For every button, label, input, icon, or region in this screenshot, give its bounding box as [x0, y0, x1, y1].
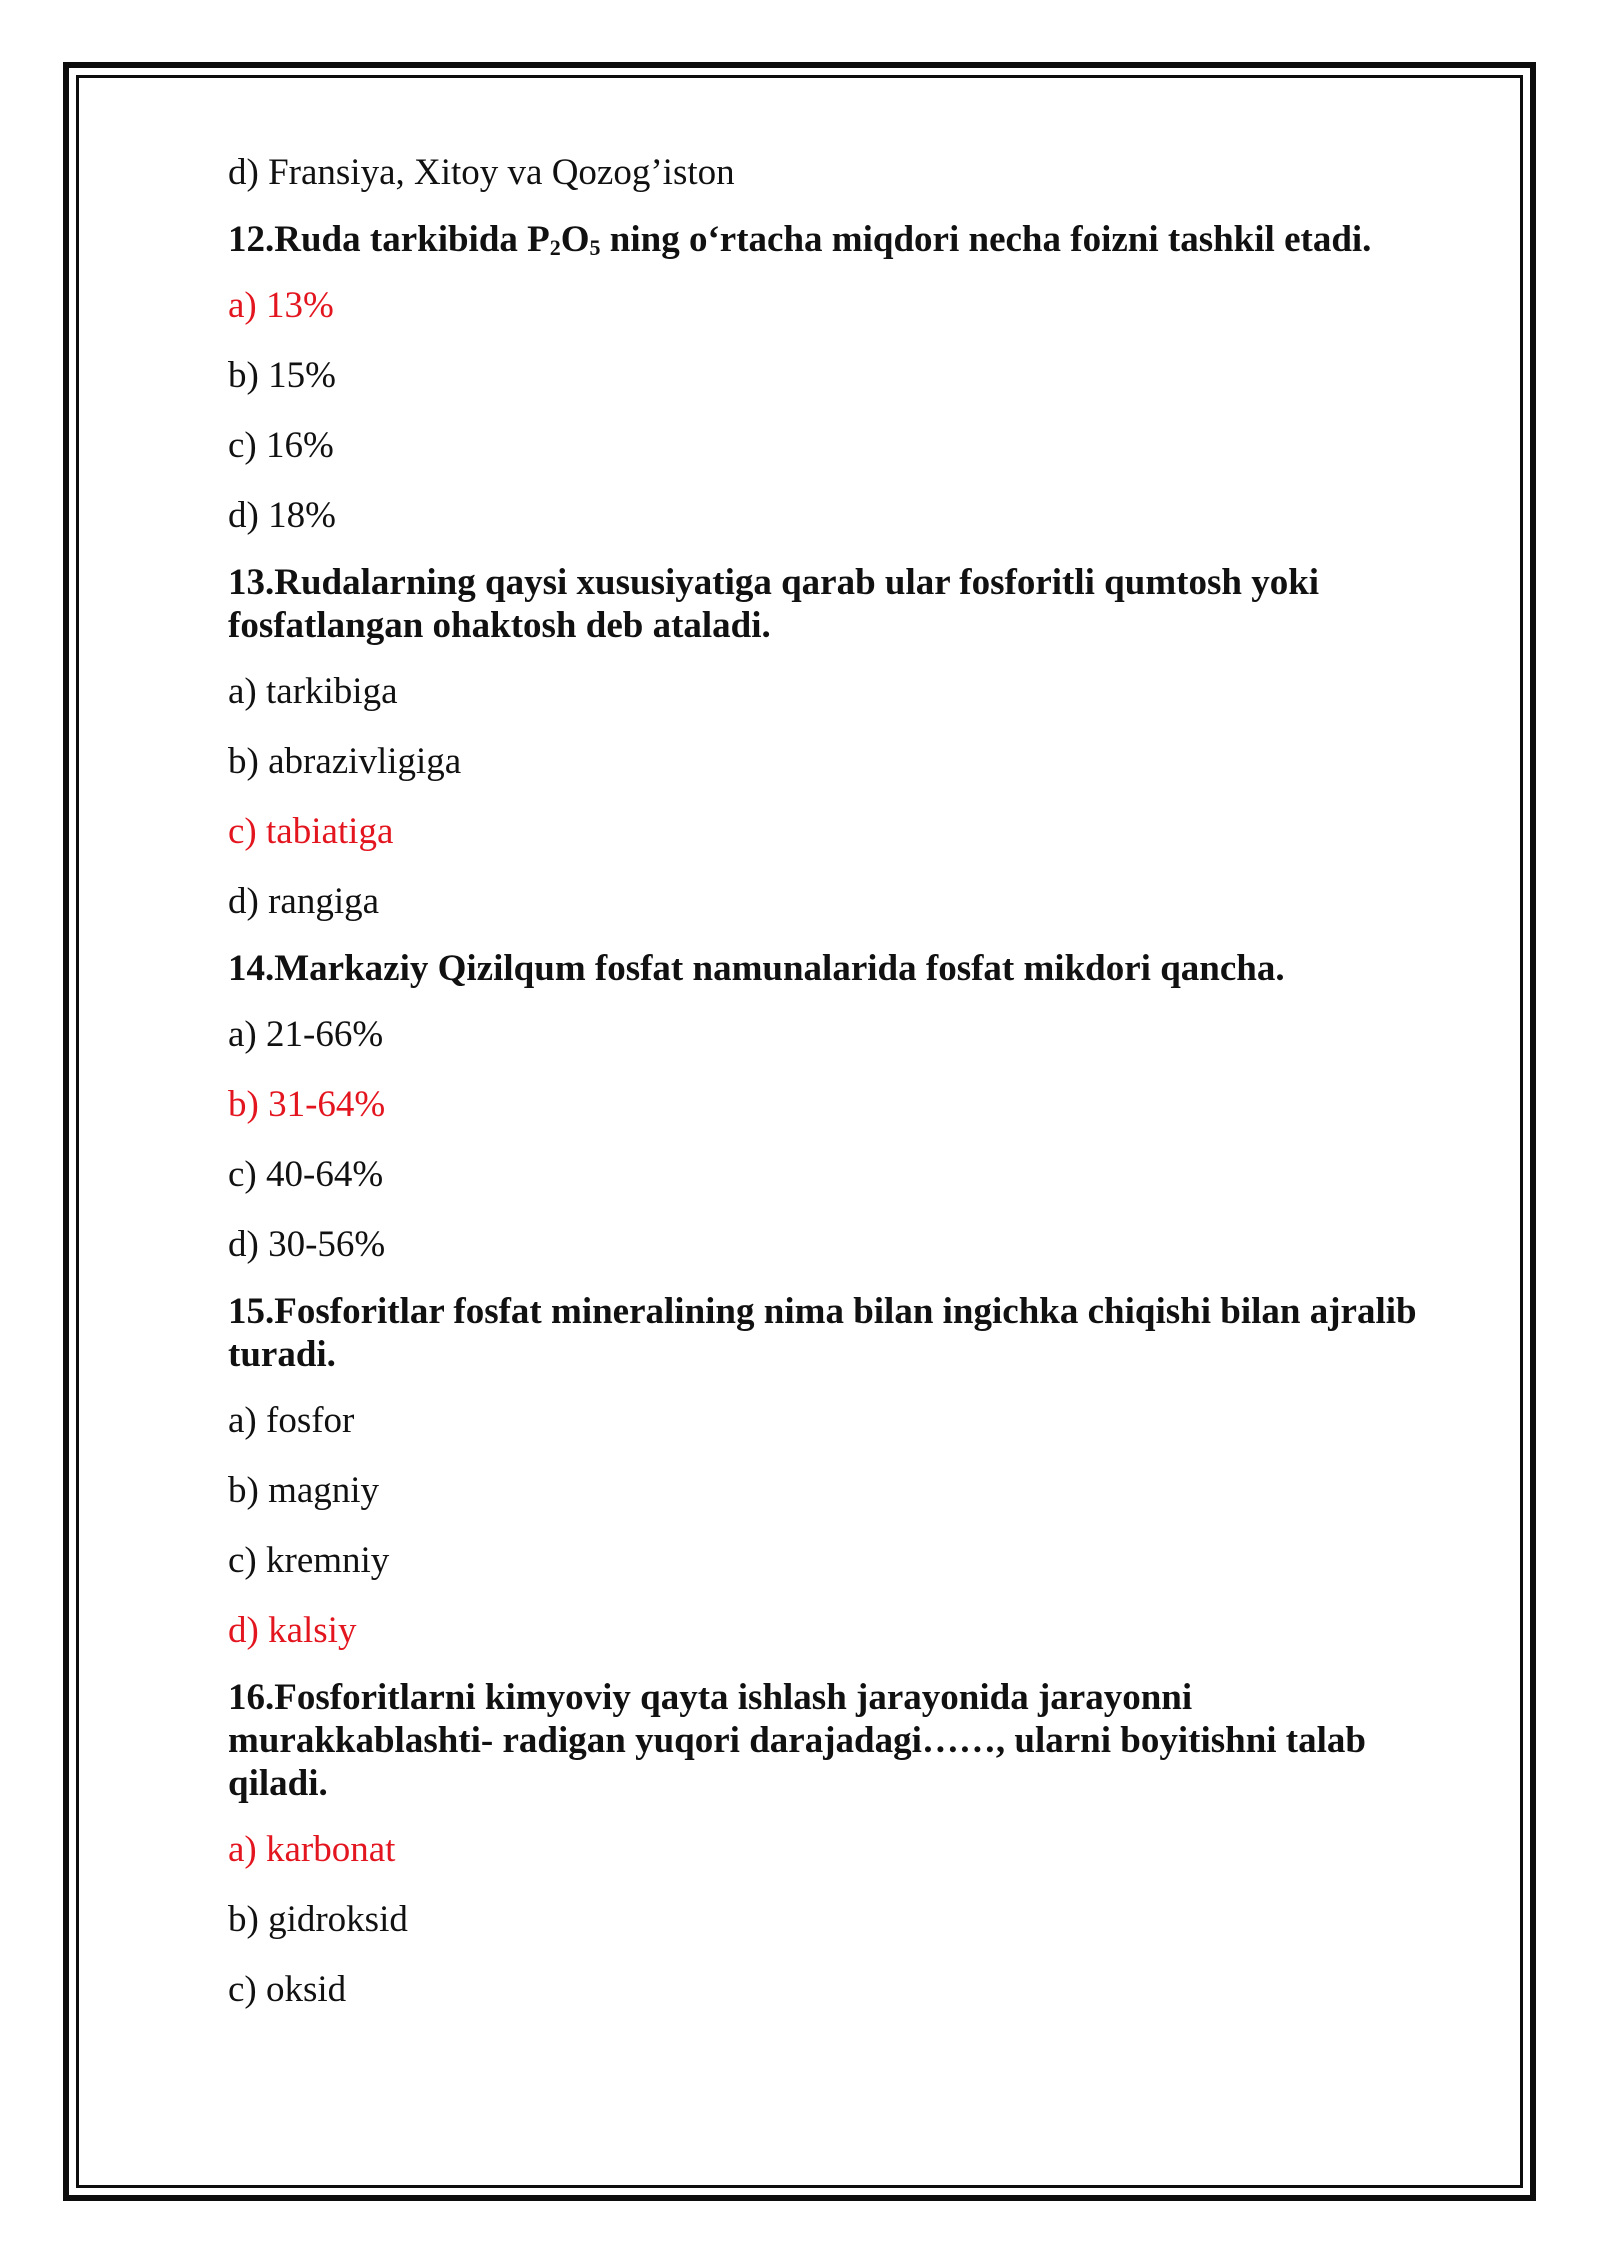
option-14-c: c) 40-64%: [228, 1154, 384, 1195]
option-13-c: c) tabiatiga: [228, 811, 394, 852]
question-12-text-c: ning o‘rtacha miqdori necha foizni tashkil etadi.: [600, 219, 1372, 260]
quiz-content: [228, 148, 1453, 2035]
question-12: [228, 218, 1453, 261]
option-14-b: b) 31-64%: [228, 1084, 386, 1125]
subscript-2: 2: [549, 235, 561, 260]
option-13-b: b) abrazivligiga: [228, 741, 462, 782]
option-14-d: d) 30-56%: [228, 1224, 386, 1265]
question-13: 13.Rudalarning qaysi xususiyatiga qarab ular fosforitli qumtosh yoki fosfatlangan ohaktosh deb ataladi.: [228, 562, 1320, 646]
option-15-b: b) magniy: [228, 1470, 380, 1511]
question-15: 15.Fosforitlar fosfat mineralining nima bilan ingichka chiqishi bilan ajralib turadi.: [228, 1291, 1417, 1375]
option-12-d: d) 18%: [228, 495, 336, 536]
option-12-a: a) 13%: [228, 285, 334, 326]
option-16-b: b) gidroksid: [228, 1899, 408, 1940]
question-12-text-b: O: [560, 219, 590, 260]
option-12-c: c) 16%: [228, 425, 334, 466]
option-16-c: c) oksid: [228, 1969, 347, 2010]
option-15-a: a) fosfor: [228, 1400, 355, 1441]
option-12-b: b) 15%: [228, 355, 336, 396]
option-15-c: c) kremniy: [228, 1540, 390, 1581]
option-14-a: a) 21-66%: [228, 1014, 384, 1055]
option-16-a: a) karbonat: [228, 1829, 396, 1870]
question-16: 16.Fosforitlarni kimyoviy qayta ishlash jarayonida jarayonni murakkablashti- radigan yuqori darajadagi……, ularni boyitishni talab qiladi.: [228, 1677, 1366, 1804]
option-11-d: d) Fransiya, Xitoy va Qozog’iston: [228, 152, 735, 193]
option-13-d: d) rangiga: [228, 881, 380, 922]
subscript-5: 5: [589, 235, 601, 260]
option-15-d: d) kalsiy: [228, 1610, 357, 1651]
question-12-text-a: 12.Ruda tarkibida P: [228, 219, 550, 260]
option-13-a: a) tarkibiga: [228, 671, 398, 712]
question-14: 14.Markaziy Qizilqum fosfat namunalarida fosfat mikdori qancha.: [228, 948, 1285, 989]
